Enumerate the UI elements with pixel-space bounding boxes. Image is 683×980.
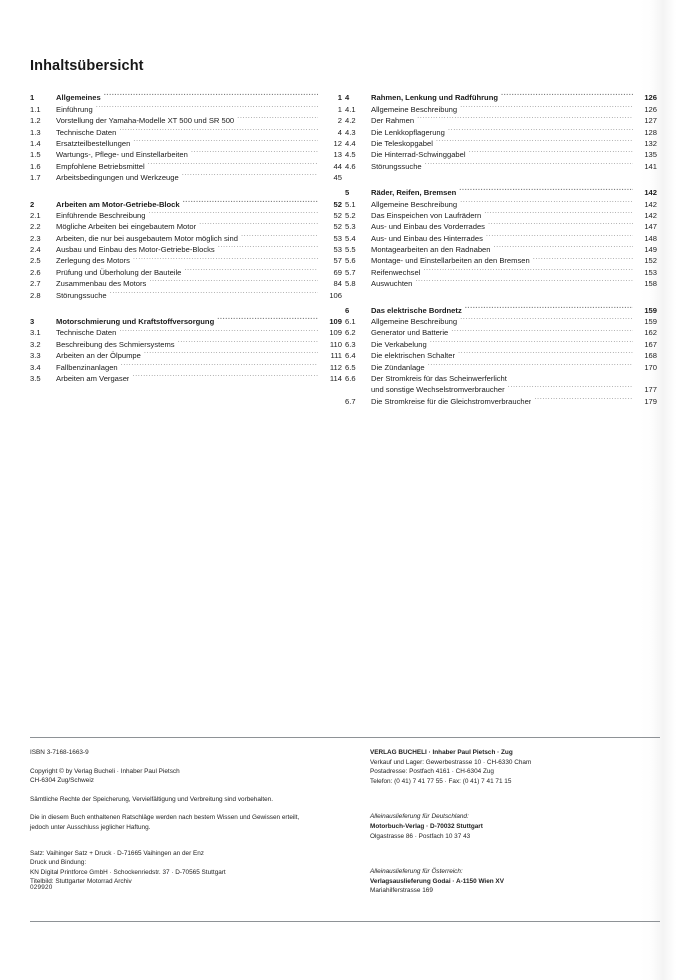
toc-entry-label: Arbeiten, die nur bei ausgebautem Motor möglich sind bbox=[56, 233, 238, 243]
toc-entry-label: Das Einspeichen von Laufrädern bbox=[371, 210, 482, 220]
toc-leader-dots bbox=[465, 301, 633, 312]
toc-entry-label: Die Zündanlage bbox=[371, 362, 425, 372]
toc-entry-label: Vorstellung der Yamaha-Modelle XT 500 und SR 500 bbox=[56, 116, 235, 126]
toc-entry-page-number: 159 bbox=[644, 317, 657, 327]
toc-entry-label: Die Stromkreise für die Gleichstromverbraucher bbox=[371, 396, 532, 406]
austria-name: Verlagsauslieferung Godai · A-1150 Wien XV bbox=[370, 877, 504, 885]
toc-leader-dots bbox=[217, 313, 318, 324]
toc-entry-page-number: 141 bbox=[644, 161, 657, 171]
toc-entry-number: 2 bbox=[30, 199, 35, 209]
toc-entry-label: Allgemeine Beschreibung bbox=[371, 104, 458, 114]
toc-entry-number: 5.4 bbox=[345, 233, 356, 243]
toc-entry-number: 6.5 bbox=[345, 362, 356, 372]
toc-entry-label: Arbeitsbedingungen und Werkzeuge bbox=[56, 173, 179, 183]
toc-leader-dots bbox=[149, 275, 318, 286]
toc-entry-number: 4 bbox=[345, 93, 350, 103]
germany-heading: Alleinauslieferung für Deutschland: bbox=[370, 813, 469, 821]
germany-distributor-block bbox=[370, 812, 660, 841]
toc-entry-number: 6.3 bbox=[345, 339, 356, 349]
toc-leader-dots bbox=[182, 169, 318, 180]
toc-leader-dots bbox=[178, 335, 318, 346]
toc-section-row[interactable] bbox=[345, 89, 657, 103]
disclaimer-line-2: jedoch unter Ausschluss jeglicher Haftung. bbox=[30, 823, 151, 831]
toc-entry-label: Räder, Reifen, Bremsen bbox=[371, 188, 457, 198]
toc-leader-dots bbox=[144, 347, 318, 358]
publisher-line-3: Telefon: (0 41) 7 41 77 55 · Fax: (0 41) 7 41 71 15 bbox=[370, 777, 512, 785]
toc-leader-dots bbox=[121, 358, 318, 369]
toc-entry-label: Zerlegung des Motors bbox=[56, 256, 130, 266]
toc-entry-number: 6.6 bbox=[345, 373, 356, 383]
toc-section-row[interactable] bbox=[30, 313, 342, 327]
toc-entry-number: 6.2 bbox=[345, 328, 356, 338]
toc-leader-dots bbox=[469, 146, 633, 157]
toc-leader-dots bbox=[218, 241, 318, 252]
toc-left-column bbox=[30, 89, 342, 381]
toc-entry-page-number: 179 bbox=[644, 396, 657, 406]
toc-leader-dots bbox=[237, 112, 318, 123]
isbn-block bbox=[30, 748, 360, 758]
toc-leader-dots bbox=[486, 229, 633, 240]
toc-leader-dots bbox=[436, 135, 633, 146]
production-line-3: KN Digital Printforce GmbH · Schockenriedstr. 37 · D-70565 Stuttgart bbox=[30, 868, 226, 876]
toc-entry-label: Die Verkabelung bbox=[371, 339, 427, 349]
toc-entry-page-number: 162 bbox=[644, 328, 657, 338]
toc-entry-number: 6 bbox=[345, 305, 350, 315]
austria-heading: Alleinauslieferung für Österreich: bbox=[370, 868, 463, 876]
toc-entry-page-number: 153 bbox=[644, 267, 657, 277]
toc-entry-label: Prüfung und Überholung der Bauteile bbox=[56, 267, 182, 277]
toc-leader-dots bbox=[183, 195, 318, 206]
toc-entry-number: 2.8 bbox=[30, 290, 41, 300]
toc-entry-number: 5.2 bbox=[345, 210, 356, 220]
toc-entry-label: Rahmen, Lenkung und Radführung bbox=[371, 93, 498, 103]
toc-entry-label: Allgemeine Beschreibung bbox=[371, 199, 458, 209]
toc-entry-label: Technische Daten bbox=[56, 127, 117, 137]
toc-entry-page-number: 1 bbox=[337, 104, 342, 114]
toc-leader-dots bbox=[119, 123, 318, 134]
toc-leader-dots bbox=[451, 324, 633, 335]
toc-entry-number: 1.3 bbox=[30, 127, 41, 137]
toc-entry-label: Fallbenzinanlagen bbox=[56, 362, 118, 372]
toc-entry-label: Technische Daten bbox=[56, 328, 117, 338]
toc-entry-page-number: 2 bbox=[337, 116, 342, 126]
toc-leader-dots bbox=[508, 381, 633, 392]
toc-entry-page-number: 106 bbox=[329, 290, 342, 300]
austria-distributor-block bbox=[370, 867, 660, 896]
toc-entry-number: 6.7 bbox=[345, 396, 356, 406]
toc-entry-page-number: 84 bbox=[333, 279, 342, 289]
production-block bbox=[30, 849, 360, 887]
toc-entry-label: Allgemeine Beschreibung bbox=[371, 317, 458, 327]
toc-leader-dots bbox=[458, 347, 633, 358]
toc-entry-page-number: 132 bbox=[644, 138, 657, 148]
toc-entry-number: 6.4 bbox=[345, 351, 356, 361]
toc-entry-page-number: 44 bbox=[333, 161, 342, 171]
production-line-1: Satz: Vaihinger Satz + Druck · D-71665 Vaihingen an der Enz bbox=[30, 849, 205, 857]
production-line-4: Titelbild: Stuttgarter Motorrad Archiv bbox=[30, 878, 132, 886]
toc-section-row[interactable] bbox=[30, 195, 342, 209]
toc-entry-page-number: 1 bbox=[337, 93, 342, 103]
toc-section-row[interactable] bbox=[30, 89, 342, 103]
toc-leader-dots bbox=[191, 146, 318, 157]
toc-entry-label: Einführende Beschreibung bbox=[56, 210, 146, 220]
toc-entry-label: Das elektrische Bordnetz bbox=[371, 305, 462, 315]
publisher-block bbox=[370, 748, 660, 786]
toc-leader-dots bbox=[428, 358, 633, 369]
toc-entry-number: 1.1 bbox=[30, 104, 41, 114]
toc-leader-dots bbox=[460, 100, 633, 111]
toc-entry-number: 1.7 bbox=[30, 173, 41, 183]
toc-entry-number: 5.6 bbox=[345, 256, 356, 266]
toc-entry-page-number: 109 bbox=[329, 328, 342, 338]
toc-entry-page-number: 152 bbox=[644, 256, 657, 266]
toc-leader-dots bbox=[430, 335, 633, 346]
toc-entry-page-number: 142 bbox=[644, 199, 657, 209]
toc-entry-number: 5.5 bbox=[345, 245, 356, 255]
toc-entry-page-number: 142 bbox=[644, 188, 657, 198]
toc-section-group bbox=[345, 301, 657, 404]
toc-entry-page-number: 149 bbox=[644, 245, 657, 255]
publisher-line-1: Verkauf und Lager: Gewerbestrasse 10 · CH-6330 Cham bbox=[370, 758, 532, 766]
toc-leader-dots bbox=[110, 286, 318, 297]
toc-entry-number: 5.7 bbox=[345, 267, 356, 277]
toc-entry-number: 5.1 bbox=[345, 199, 356, 209]
toc-leader-dots bbox=[199, 218, 318, 229]
toc-entry-page-number: 142 bbox=[644, 210, 657, 220]
toc-leader-dots bbox=[148, 157, 318, 168]
toc-entry-number: 6.1 bbox=[345, 317, 356, 327]
toc-entry-label: Wartungs-, Pflege- und Einstellarbeiten bbox=[56, 150, 188, 160]
toc-entry-number: 2.3 bbox=[30, 233, 41, 243]
toc-entry-page-number: 128 bbox=[644, 127, 657, 137]
toc-entry-label: Die Teleskopgabel bbox=[371, 138, 433, 148]
toc-leader-dots bbox=[133, 252, 318, 263]
toc-leader-dots bbox=[460, 313, 633, 324]
toc-entry-page-number: 69 bbox=[333, 267, 342, 277]
toc-entry-label: Empfohlene Betriebsmittel bbox=[56, 161, 145, 171]
toc-leader-dots bbox=[241, 229, 318, 240]
production-line-2: Druck und Bindung: bbox=[30, 859, 87, 867]
toc-leader-dots bbox=[96, 100, 318, 111]
page-bottom-rule bbox=[30, 921, 660, 922]
toc-entry-label: Motorschmierung und Kraftstoffversorgung bbox=[56, 317, 215, 327]
germany-name: Motorbuch-Verlag · D-70032 Stuttgart bbox=[370, 822, 483, 830]
copyright-block bbox=[30, 767, 360, 786]
toc-entry-number: 3.1 bbox=[30, 328, 41, 338]
toc-entry-page-number: 52 bbox=[333, 222, 342, 232]
toc-entry-label: Beschreibung des Schmiersystems bbox=[56, 339, 175, 349]
toc-entry-number: 4.1 bbox=[345, 104, 356, 114]
internal-code-number: 029920 bbox=[30, 884, 53, 891]
toc-entry-number: 2.7 bbox=[30, 279, 41, 289]
toc-entry-label: Arbeiten an der Ölpumpe bbox=[56, 351, 141, 361]
toc-section-group bbox=[30, 313, 342, 381]
toc-entry-label: Störungssuche bbox=[371, 161, 422, 171]
toc-entry-page-number: 52 bbox=[333, 210, 342, 220]
toc-leader-dots bbox=[534, 392, 633, 403]
toc-entry-number: 3.5 bbox=[30, 373, 41, 383]
toc-entry-page-number: 112 bbox=[329, 362, 342, 372]
toc-entry-label: Ausbau und Einbau des Motor-Getriebe-Blocks bbox=[56, 245, 215, 255]
toc-entry-label: Störungssuche bbox=[56, 290, 107, 300]
toc-leader-dots bbox=[459, 184, 633, 195]
toc-leader-dots bbox=[149, 207, 318, 218]
toc-entry-label: Arbeiten am Vergaser bbox=[56, 373, 130, 383]
toc-entry-number: 5.8 bbox=[345, 279, 356, 289]
toc-leader-dots bbox=[488, 218, 633, 229]
toc-entry-page-number: 158 bbox=[644, 279, 657, 289]
divider-above-colophon bbox=[30, 737, 660, 738]
toc-leader-dots bbox=[533, 252, 633, 263]
page-title: Inhaltsübersicht bbox=[30, 58, 144, 74]
toc-entry-label: Einführung bbox=[56, 104, 93, 114]
toc-entry-number: 3.4 bbox=[30, 362, 41, 372]
toc-leader-dots bbox=[119, 324, 318, 335]
toc-leader-dots bbox=[448, 123, 633, 134]
toc-entry-number: 2.6 bbox=[30, 267, 41, 277]
toc-entry-page-number: 168 bbox=[644, 351, 657, 361]
toc-entry-page-number: 110 bbox=[329, 339, 342, 349]
toc-entry-number: 3 bbox=[30, 317, 35, 327]
toc-entry-number: 4.2 bbox=[345, 116, 356, 126]
toc-entry-label: und sonstige Wechselstromverbraucher bbox=[371, 385, 505, 395]
toc-leader-dots bbox=[417, 112, 633, 123]
toc-entry-page-number: 147 bbox=[644, 222, 657, 232]
toc-leader-dots bbox=[415, 275, 633, 286]
toc-section-group bbox=[30, 195, 342, 298]
toc-entry-number: 1 bbox=[30, 93, 35, 103]
publisher-name: VERLAG BUCHELI · Inhaber Paul Pietsch · Zug bbox=[370, 749, 513, 756]
toc-leader-dots bbox=[425, 157, 633, 168]
toc-entry-label: Mögliche Arbeiten bei eingebautem Motor bbox=[56, 222, 197, 232]
rights-text: Sämtliche Rechte der Speicherung, Vervielfältigung und Verbreitung sind vorbehalten. bbox=[30, 795, 273, 803]
toc-entry-page-number: 114 bbox=[329, 373, 342, 383]
toc-section-row[interactable] bbox=[345, 301, 657, 315]
toc-leader-dots bbox=[484, 207, 633, 218]
toc-leader-dots bbox=[494, 241, 634, 252]
toc-entry-number: 5.3 bbox=[345, 222, 356, 232]
toc-entry-label: Der Stromkreis für das Scheinwerferlicht bbox=[371, 373, 507, 383]
toc-entry-label: Der Rahmen bbox=[371, 116, 415, 126]
toc-entry-number: 5 bbox=[345, 188, 350, 198]
toc-entry-page-number: 148 bbox=[644, 233, 657, 243]
toc-entry-page-number: 127 bbox=[644, 116, 657, 126]
toc-entry-label: Generator und Batterie bbox=[371, 328, 449, 338]
toc-right-column bbox=[345, 89, 657, 404]
toc-entry-number: 2.4 bbox=[30, 245, 41, 255]
toc-entry-number: 3.3 bbox=[30, 351, 41, 361]
copyright-line-1: Copyright © by Verlag Bucheli · Inhaber Paul Pietsch bbox=[30, 767, 180, 775]
toc-section-row[interactable] bbox=[345, 184, 657, 198]
austria-address: Mariahilferstrasse 169 bbox=[370, 887, 433, 895]
toc-leader-dots bbox=[460, 195, 633, 206]
copyright-line-2: CH-6304 Zug/Schweiz bbox=[30, 777, 94, 785]
toc-entry-number: 1.2 bbox=[30, 116, 41, 126]
toc-entry-page-number: 109 bbox=[329, 317, 342, 327]
toc-entry-number: 1.4 bbox=[30, 138, 41, 148]
germany-address: Olgastrasse 86 · Postfach 10 37 43 bbox=[370, 832, 471, 840]
toc-entry-label: Montage- und Einstellarbeiten an den Bremsen bbox=[371, 256, 530, 266]
toc-entry-page-number: 177 bbox=[644, 385, 657, 395]
toc-entry-label: Aus- und Einbau des Hinterrades bbox=[371, 233, 483, 243]
toc-entry-page-number: 13 bbox=[333, 150, 342, 160]
publisher-line-2: Postadresse: Postfach 4161 · CH-6304 Zug bbox=[370, 768, 494, 776]
toc-leader-dots bbox=[184, 263, 318, 274]
toc-entry-page-number: 12 bbox=[333, 138, 342, 148]
toc-entry-page-number: 170 bbox=[644, 362, 657, 372]
toc-entry-number: 4.3 bbox=[345, 127, 356, 137]
toc-entry-page-number: 135 bbox=[644, 150, 657, 160]
toc-leader-dots bbox=[104, 89, 318, 100]
toc-entry-label: Die Lenkkopflagerung bbox=[371, 127, 445, 137]
toc-entry-label: Aus- und Einbau des Vorderrades bbox=[371, 222, 485, 232]
toc-entry-number: 2.5 bbox=[30, 256, 41, 266]
disclaimer-block bbox=[30, 813, 360, 832]
toc-entry-label: Auswuchten bbox=[371, 279, 413, 289]
toc-entry-page-number: 45 bbox=[333, 173, 342, 183]
colophon-right bbox=[370, 748, 660, 905]
toc-section-group bbox=[345, 89, 657, 169]
toc-entry-label: Montagearbeiten an den Radnaben bbox=[371, 245, 491, 255]
toc-leader-dots bbox=[423, 263, 633, 274]
toc-entry-label: Ersatzteilbestellungen bbox=[56, 138, 131, 148]
toc-entry-page-number: 159 bbox=[644, 305, 657, 315]
toc-entry-number: 3.2 bbox=[30, 339, 41, 349]
toc-leader-dots bbox=[510, 370, 633, 381]
toc-entry-label: Reifenwechsel bbox=[371, 267, 421, 277]
toc-entry-label: Die Hinterrad-Schwinggabel bbox=[371, 150, 466, 160]
toc-entry-page-number: 57 bbox=[333, 256, 342, 266]
toc-entry-number: 1.6 bbox=[30, 161, 41, 171]
isbn-text: ISBN 3-7168-1663-9 bbox=[30, 749, 89, 756]
toc-entry-page-number: 126 bbox=[644, 93, 657, 103]
toc-entry-page-number: 52 bbox=[333, 199, 342, 209]
toc-entry-page-number: 126 bbox=[644, 104, 657, 114]
toc-entry-number: 4.6 bbox=[345, 161, 356, 171]
toc-entry-page-number: 53 bbox=[333, 233, 342, 243]
toc-entry-label: Die elektrischen Schalter bbox=[371, 351, 455, 361]
toc-leader-dots bbox=[501, 89, 633, 100]
disclaimer-line-1: Die in diesem Buch enthaltenen Ratschläge werden nach bestem Wissen und Gewissen erteilt, bbox=[30, 814, 300, 822]
toc-entry-number: 2.2 bbox=[30, 222, 41, 232]
toc-entry-label: Arbeiten am Motor-Getriebe-Block bbox=[56, 199, 180, 209]
rights-block bbox=[30, 795, 360, 805]
colophon-left bbox=[30, 748, 360, 896]
toc-entry-number: 2.1 bbox=[30, 210, 41, 220]
toc-entry-label: Allgemeines bbox=[56, 93, 101, 103]
toc-entry-page-number: 111 bbox=[330, 351, 342, 361]
toc-entry-number: 4.5 bbox=[345, 150, 356, 160]
toc-entry-page-number: 53 bbox=[333, 245, 342, 255]
toc-entry-number: 4.4 bbox=[345, 138, 356, 148]
toc-entry-label: Zusammenbau des Motors bbox=[56, 279, 147, 289]
toc-entry-number: 1.5 bbox=[30, 150, 41, 160]
toc-entry-page-number: 167 bbox=[644, 339, 657, 349]
toc-leader-dots bbox=[133, 135, 318, 146]
toc-section-group bbox=[345, 184, 657, 287]
toc-leader-dots bbox=[132, 370, 318, 381]
toc-entry-page-number: 4 bbox=[337, 127, 342, 137]
toc-section-group bbox=[30, 89, 342, 183]
